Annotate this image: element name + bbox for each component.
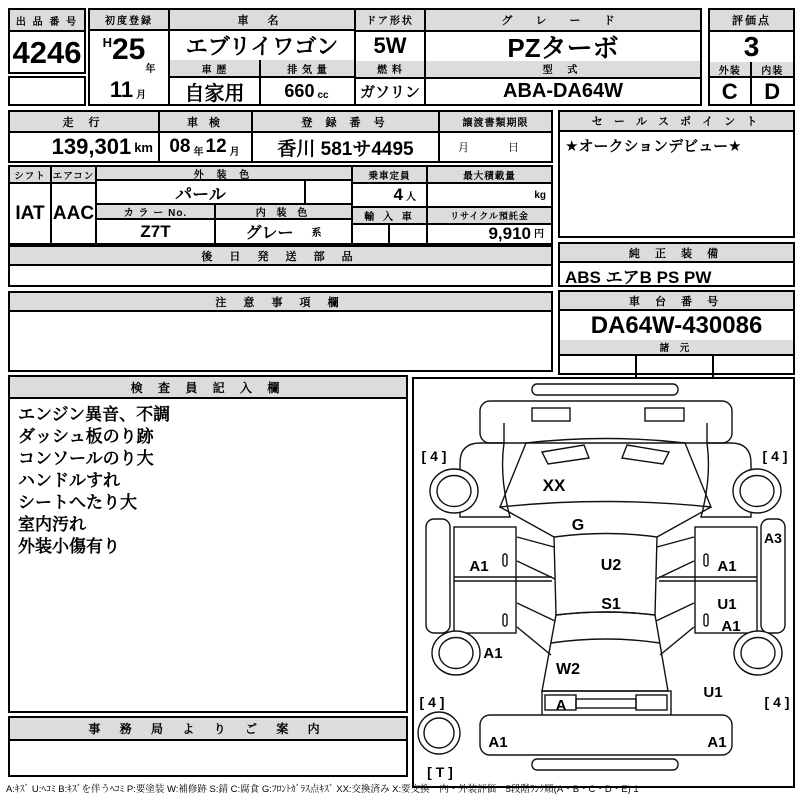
registration-table (8, 110, 553, 163)
inspection-month-unit: 月 (229, 147, 240, 158)
grade-column (426, 10, 700, 104)
inspector-notes (10, 399, 406, 563)
inspection-year: 08 (169, 136, 191, 158)
plate-label: 登 録 番 号 (253, 112, 438, 133)
mark-tire-rl: [ 4 ] (419, 694, 445, 710)
car-door-handle-fl (503, 554, 507, 566)
auction-number-empty-box (8, 76, 86, 106)
era-letter: H (102, 35, 112, 51)
int-color-suffix: 系 (311, 228, 322, 239)
ext-color-value: パール (97, 181, 306, 203)
capacity-unit: 人 (406, 192, 416, 203)
sales-point-label: セ ー ル ス ポ イ ン ト (560, 112, 793, 132)
mark-cowl: G (571, 517, 585, 534)
int-color-value (216, 220, 351, 243)
interior-label: 内装 (752, 62, 794, 78)
mark-sill-right: A3 (764, 530, 782, 546)
vehicle-info-table (88, 8, 702, 106)
car-history-label: 車 歴 (170, 60, 259, 78)
door-column (356, 10, 426, 104)
mark-spare-tire: [ T ] (427, 764, 453, 780)
ext-color-label: 外 装 色 (97, 167, 351, 181)
chassis-block (558, 290, 795, 375)
door-value: 5W (373, 33, 407, 59)
int-color-name: グレー (245, 225, 294, 242)
inspector-note: ダッシュ板のり跡 (18, 427, 154, 446)
recycle-number: 9,910 (488, 225, 531, 243)
car-front-grille-left (532, 408, 570, 421)
parts-block (8, 245, 553, 287)
inspector-note: シートへたり大 (18, 493, 137, 512)
inspector-note: 外装小傷有り (18, 537, 120, 556)
inspection-value (160, 133, 251, 161)
office-label: 事 務 局 よ り ご 案 内 (10, 718, 406, 741)
mark-rear-bumper-right: A1 (707, 734, 727, 751)
inspector-note: コンソールのり大 (18, 449, 154, 468)
car-history-value: 自家用 (184, 82, 245, 104)
first-registration-month-value: 11 (109, 76, 134, 102)
exterior-label: 外装 (710, 62, 752, 78)
plate-cell (253, 112, 440, 161)
auction-number-value: 4246 (12, 35, 82, 70)
payload-unit: kg (534, 189, 546, 201)
first-registration-month (90, 75, 168, 104)
displacement-value (261, 78, 354, 104)
capacity-label: 乗車定員 (353, 167, 426, 184)
damage-diagram-block (412, 377, 795, 788)
recycle-label: リサイクル預託金 (428, 208, 551, 225)
int-color-label: 内 装 色 (216, 205, 351, 220)
chassis-label: 車 台 番 号 (560, 292, 793, 311)
mileage-label: 走 行 (10, 112, 158, 133)
interior-value: D (764, 79, 781, 104)
capacity-value (353, 184, 426, 208)
model-code-value: ABA-DA64W (503, 79, 623, 102)
mark-door-rear-right-u: U1 (717, 596, 737, 613)
car-name-value: エブリイワゴン (185, 34, 339, 60)
caution-block (8, 291, 553, 372)
first-registration-label: 初度登録 (90, 10, 168, 31)
shift-cell (10, 167, 52, 243)
car-tail-light-right (636, 695, 667, 710)
capacity-import-column (353, 167, 428, 243)
plate-value: 香川 581サ4495 (277, 138, 414, 160)
chassis-value: DA64W-430086 (590, 311, 763, 339)
car-door-handle-fr (704, 554, 708, 566)
score-label: 評価点 (710, 10, 793, 32)
payload-label: 最大積載量 (428, 167, 551, 184)
year-unit: 年 (145, 64, 156, 76)
car-door-divider-lines (454, 577, 757, 581)
aircon-value: AAC (52, 202, 95, 224)
first-registration-column (90, 10, 170, 104)
car-front-grille-right (645, 408, 684, 421)
model-code-label: 型 式 (426, 61, 700, 79)
payload-value (428, 184, 551, 208)
mark-rear-window: W2 (556, 661, 580, 678)
parts-label: 後 日 発 送 部 品 (10, 247, 551, 266)
first-registration-year-value: 25 (112, 33, 146, 67)
mark-door-front-left: A1 (469, 558, 489, 575)
equipment-label: 純 正 装 備 (560, 244, 793, 263)
inspector-label: 検 査 員 記 入 欄 (10, 377, 406, 399)
mark-door-front-right: A1 (717, 558, 737, 575)
sales-point-value: ★オークションデビュー★ (565, 138, 742, 155)
mark-quarter-rear-right: U1 (703, 684, 723, 701)
aircon-cell (52, 167, 97, 243)
mark-tire-fr: [ 4 ] (762, 448, 788, 464)
mark-door-rear-right-a: A1 (721, 618, 741, 635)
car-rear-bottom-bar (532, 759, 678, 770)
import-value-left (353, 225, 390, 243)
auction-number-block (8, 8, 86, 74)
mark-windshield: XX (542, 476, 566, 495)
car-front-top-bar (532, 384, 678, 395)
capacity-number: 4 (393, 185, 403, 204)
caution-label: 注 意 事 項 欄 (10, 293, 551, 312)
car-sill-left (426, 519, 450, 633)
month-unit: 月 (136, 90, 147, 101)
recycle-value (428, 225, 551, 243)
car-rear-glass-line (551, 639, 660, 643)
displacement-unit: cc (317, 90, 329, 101)
inspector-note: 室内汚れ (18, 515, 86, 534)
car-cowl-lines (504, 423, 707, 443)
inspection-cell (160, 112, 253, 161)
transfer-docs-value: 月 日 (458, 142, 533, 155)
score-block (708, 8, 795, 106)
mileage-cell (10, 112, 160, 161)
shift-label: シフト (10, 167, 50, 184)
inspection-label: 車 検 (160, 112, 251, 133)
mark-tire-fl: [ 4 ] (421, 448, 447, 464)
car-door-handle-rr (704, 614, 708, 626)
color-no-value: Z7T (97, 220, 216, 243)
door-label: ドア形状 (356, 10, 424, 32)
color-no-label: カ ラ ー No. (97, 205, 216, 220)
auction-number-label: 出 品 番 号 (10, 10, 84, 32)
mark-roof-rear: S1 (601, 596, 621, 613)
fuel-value: ガソリン (359, 83, 420, 101)
inspector-note: エンジン異音、不調 (18, 405, 171, 424)
mark-tire-rr: [ 4 ] (764, 694, 790, 710)
inspector-block (8, 375, 408, 713)
exterior-value: C (710, 78, 752, 106)
displacement-label: 排 気 量 (261, 60, 354, 78)
car-history-cell (170, 60, 261, 104)
car-wiper-vents (542, 445, 669, 464)
car-rear-gate (542, 612, 668, 691)
transfer-docs-cell (440, 112, 551, 161)
car-name-column (170, 10, 356, 104)
car-license-garnish (576, 699, 636, 708)
spec-table (8, 165, 553, 245)
car-rear-bumper (480, 715, 732, 755)
transfer-docs-label: 譲渡書類期限 (440, 112, 551, 133)
inspection-year-unit: 年 (193, 147, 204, 158)
displacement-number: 660 (284, 80, 315, 101)
fuel-label: 燃 料 (356, 61, 424, 79)
mileage-value (10, 133, 158, 161)
grade-label: グ レ ー ド (426, 10, 700, 32)
aircon-label: エアコン (52, 167, 95, 184)
first-registration-year (90, 31, 168, 75)
car-a-pillar-lines (500, 507, 711, 537)
inspection-month: 12 (205, 136, 227, 158)
sales-point-block (558, 110, 795, 238)
car-front-bumper (480, 401, 732, 443)
color-section (97, 167, 353, 243)
inspector-note: ハンドルすれ (18, 471, 120, 490)
mark-quarter-rear-left: A1 (483, 645, 503, 662)
dimensions-label: 諸 元 (560, 340, 793, 356)
ext-color-sub-cell (306, 181, 351, 203)
import-label: 輸 入 車 (353, 208, 426, 225)
mark-rear-panel: A (555, 697, 567, 714)
equipment-value: ABS エアB PS PW (565, 267, 712, 287)
equipment-block (558, 242, 795, 287)
car-door-handle-rl (503, 614, 507, 626)
office-block (8, 716, 408, 777)
recycle-unit: 円 (534, 229, 544, 240)
import-value-right (390, 225, 426, 243)
car-windshield (500, 439, 711, 508)
mileage-unit: km (134, 139, 153, 155)
payload-recycle-column (428, 167, 551, 243)
car-name-label: 車 名 (170, 10, 354, 31)
shift-value: IAT (15, 202, 45, 224)
score-value: 3 (743, 32, 760, 62)
legend-text: A:ｷｽﾞ U:ﾍｺﾐ B:ｷｽﾞを伴うﾍｺﾐ P:要塗装 W:補修跡 S:錆 C:腐食 G:ﾌﾛﾝﾄｶﾞﾗｽ点ｷｽﾞ XX:交換済み X:要交換 内・外装評価 5段階ﾗﾝｸ順(A・B・C・D・E) 1 (6, 784, 639, 795)
grade-value: PZターボ (507, 32, 619, 61)
displacement-cell (261, 60, 354, 104)
mark-rear-bumper-left: A1 (488, 734, 508, 751)
car-damage-diagram (414, 379, 793, 786)
mark-roof-front: U2 (600, 557, 622, 574)
mileage-number: 139,301 (51, 134, 132, 160)
